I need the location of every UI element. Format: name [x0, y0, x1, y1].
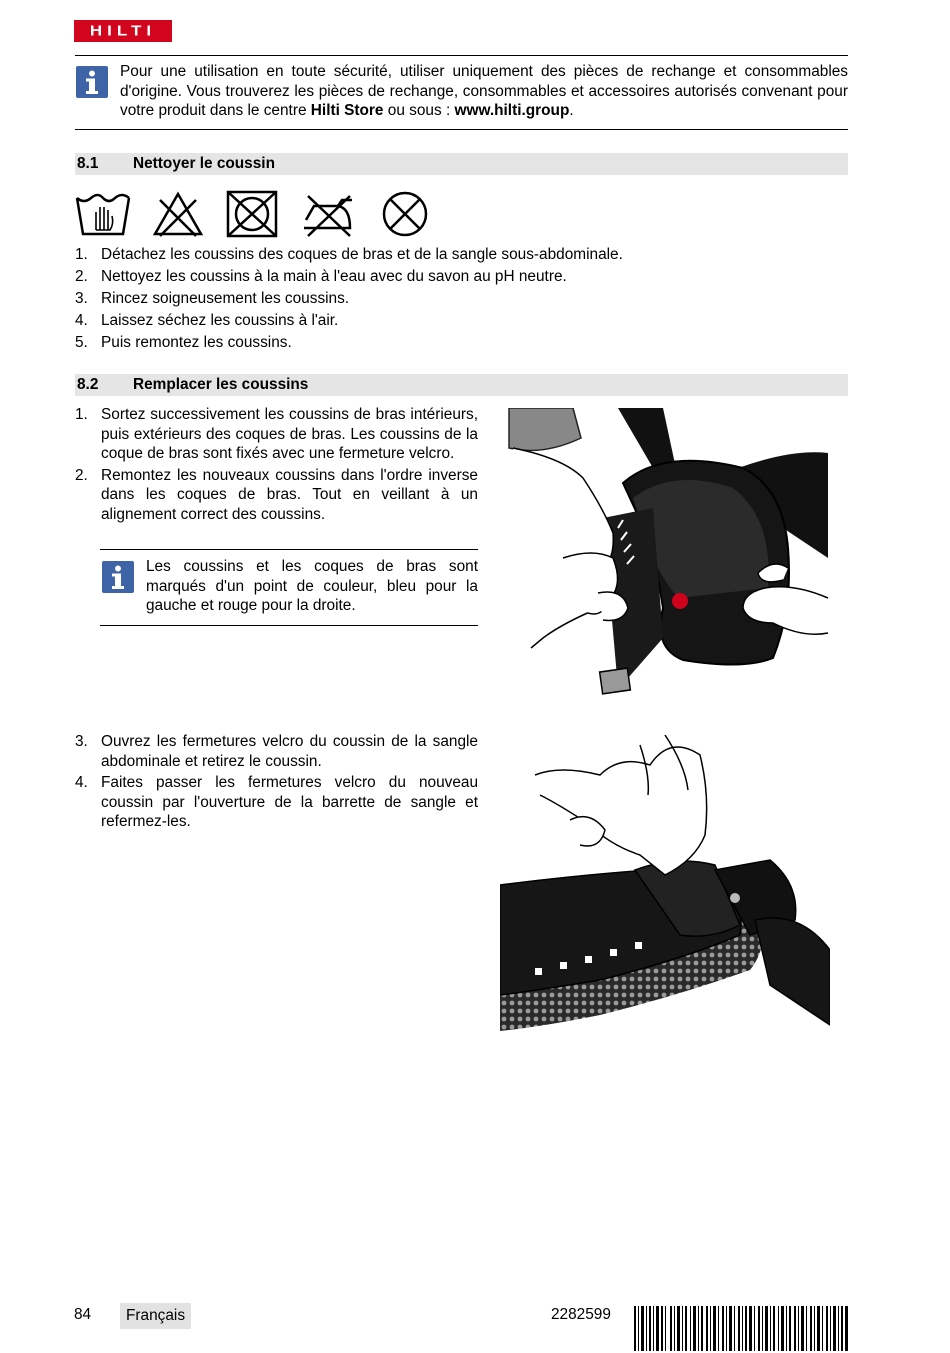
hilti-store-label: Hilti Store [310, 102, 384, 119]
section-heading-8-1 [75, 153, 848, 175]
step-number: 5. [75, 334, 88, 351]
step-text: Remontez les nouveaux coussins dans l'ordre inverse dans les coques de bras. Tout en veillant à un alignement correct des coussins. [101, 466, 478, 523]
language-badge: Français [120, 1303, 191, 1329]
step-text: Puis remontez les coussins. [101, 334, 292, 351]
step-text: Faites passer les fermetures velcro du nouveau coussin par l'ouverture de la barrette de sangle et refermez-les. [101, 774, 478, 831]
cleaning-steps [75, 244, 775, 354]
list-item [75, 773, 478, 832]
info-icon [102, 561, 134, 593]
list-item [75, 310, 775, 332]
safety-note-text-2: ou sous : [383, 102, 455, 119]
arm-cushion-illustration [503, 408, 830, 700]
section-title: Remplacer les coussins [133, 376, 309, 393]
step-text: Laissez séchez les coussins à l'air. [101, 312, 339, 329]
section-heading-8-2 [75, 374, 848, 396]
logo-text: HILTI [89, 22, 157, 39]
section-number: 8.2 [77, 376, 99, 393]
list-item [75, 405, 478, 464]
safety-note-text: Pour une utilisation en toute sécurité, utiliser uniquement des pièces de rechange et consommables d'origine. Vous trouverez les pièces de rechange, consommables et accessoires autorisés convenant pour votre produit dans le centre [120, 63, 848, 119]
barcode [634, 1306, 848, 1351]
step-text: Nettoyez les coussins à la main à l'eau avec du savon au pH neutre. [101, 268, 567, 285]
info-icon [76, 66, 108, 98]
list-item [75, 266, 775, 288]
replace-steps-b [75, 732, 478, 834]
belt-cushion-illustration [500, 735, 830, 1033]
section-title: Nettoyer le coussin [133, 155, 275, 172]
page-number: 84 [74, 1306, 92, 1323]
no-bleach-icon [152, 190, 204, 238]
note-text: Les coussins et les coques de bras sont marqués d'un point de couleur, bleu pour la gauche et rouge pour la droite. [146, 558, 478, 615]
step-number: 3. [75, 733, 88, 750]
replace-steps-a [75, 405, 478, 527]
step-text: Ouvrez les fermetures velcro du coussin de la sangle abdominale et retirez le coussin. [101, 733, 478, 770]
step-number: 2. [75, 268, 88, 285]
hilti-logo [74, 20, 172, 42]
list-item [75, 332, 775, 354]
list-item [75, 732, 478, 771]
no-tumble-dry-icon [224, 190, 280, 238]
step-number: 4. [75, 774, 88, 792]
list-item [75, 244, 775, 266]
list-item [75, 466, 478, 525]
step-text: Rincez soigneusement les coussins. [101, 290, 350, 307]
step-text: Détachez les coussins des coques de bras et de la sangle sous-abdominale. [101, 246, 623, 263]
website-label: www.hilti.group [454, 102, 570, 119]
safety-note-text-3: . [569, 102, 574, 119]
divider [75, 55, 848, 56]
step-number: 1. [75, 406, 88, 423]
list-item [75, 288, 775, 310]
step-text: Sortez successivement les coussins de bras intérieurs, puis extérieurs des coques de bras. Les coussins de la coque de bras sont fixés avec une fermeture velcro. [101, 406, 478, 463]
red-marker-dot [672, 593, 688, 609]
color-marker-note [100, 549, 478, 626]
step-number: 3. [75, 290, 88, 307]
step-number: 1. [75, 246, 88, 263]
no-dry-clean-icon [378, 190, 432, 238]
care-symbols [74, 190, 432, 240]
section-number: 8.1 [77, 155, 99, 172]
safety-note [120, 62, 848, 121]
hand-wash-icon [74, 190, 132, 238]
document-code: 2282599 [551, 1306, 611, 1323]
step-number: 4. [75, 312, 88, 329]
divider [75, 129, 848, 130]
no-iron-icon [300, 190, 358, 238]
step-number: 2. [75, 466, 88, 484]
